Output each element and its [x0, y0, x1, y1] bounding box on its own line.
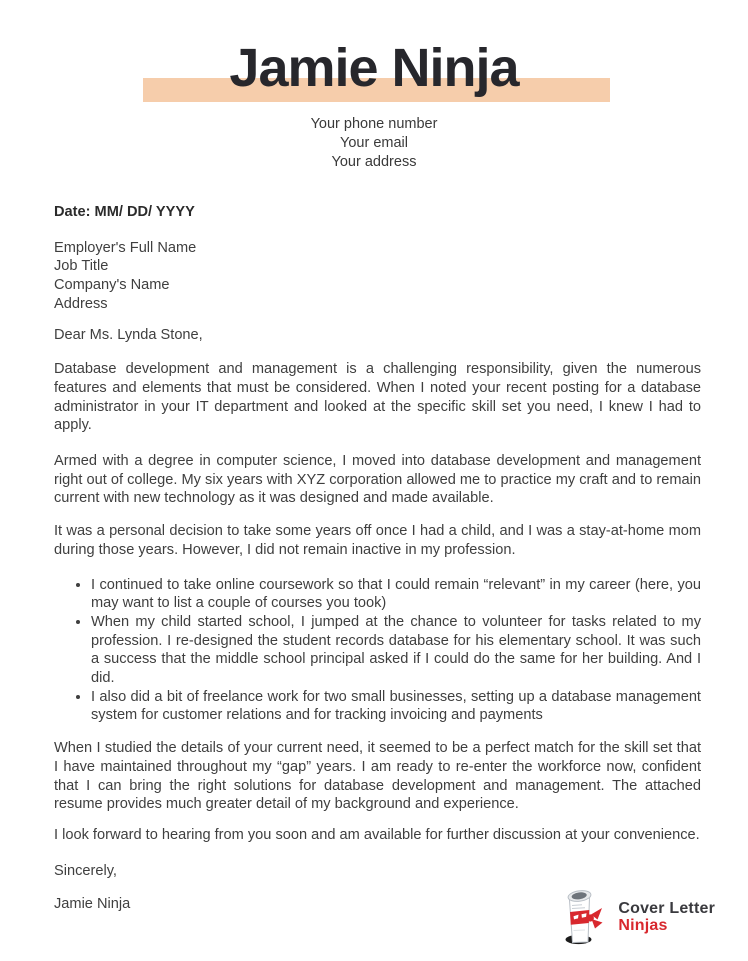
- recipient-address-line: Address: [54, 295, 108, 312]
- brand-logo-text: [618, 900, 715, 934]
- date-line: Date: MM/ DD/ YYYY: [54, 204, 195, 220]
- bullet-item-coursework: • I continued to take online coursework so that I could remain “relevant” in my career (here, you may want to list a couple of courses you took): [91, 576, 701, 613]
- recipient-name-line: Employer's Full Name: [54, 239, 197, 256]
- recipient-company-line: Company's Name: [54, 277, 170, 294]
- paragraph-experience: Armed with a degree in computer science, I moved into database development and management right out of college. My six years with XYZ corporation allowed me to practice my craft and to remain current with new technology as it was designed and made available.: [54, 453, 701, 507]
- paragraph-gap: It was a personal decision to take some years off once I had a child, and I was a stay-at-home mom during those years. However, I did not remain inactive in my profession.: [54, 523, 701, 558]
- signoff: Sincerely,: [54, 862, 117, 879]
- bullet-item-volunteer: • When my child started school, I jumped at the chance to volunteer for tasks related to my profession. I re-designed the student records database for his elementary school. It was such a success that the middle school principal asked if I could do the same for her building. And I did.: [91, 613, 701, 688]
- contact-address-placeholder: Your address: [331, 154, 417, 170]
- signature-name: Jamie Ninja: [54, 896, 131, 913]
- letter-header: [0, 0, 748, 115]
- recipient-job-title-line: Job Title: [54, 258, 109, 275]
- paragraph-intro: Database development and management is a challenging responsibility, given the numerous features and elements that must be considered. When I noted your recent posting for a database administrator in your IT department and looked at the specific skill set you need, I knew I had to apply.: [54, 361, 701, 434]
- ninja-scroll-icon: [562, 888, 608, 946]
- contact-email-placeholder: Your email: [340, 135, 408, 151]
- brand-name-line1: Cover Letter: [618, 900, 715, 917]
- contact-phone-placeholder: Your phone number: [310, 116, 438, 132]
- brand-logo: [562, 888, 715, 946]
- bullet-item-freelance: • I also did a bit of freelance work for two small businesses, setting up a database management system for customer relations and for tracking invoicing and payments: [91, 688, 701, 725]
- salutation: Dear Ms. Lynda Stone,: [54, 326, 203, 343]
- paragraph-followup: I look forward to hearing from you soon and am available for further discussion at your convenience.: [54, 826, 700, 843]
- recipient-block: [54, 239, 701, 314]
- brand-name-line2: Ninjas: [618, 917, 668, 934]
- bullet-list: [54, 576, 701, 726]
- paragraph-fit: When I studied the details of your current need, it seemed to be a perfect match for the skill set that I have maintained throughout my “gap” years. I am ready to re-enter the workforce now, confident that I can bring the right solutions for database development and management. The attached resume provides much greater detail of my background and experience.: [54, 740, 701, 813]
- applicant-name-title: Jamie Ninja: [229, 38, 519, 98]
- letter-body: [0, 203, 748, 914]
- contact-block: [0, 115, 748, 172]
